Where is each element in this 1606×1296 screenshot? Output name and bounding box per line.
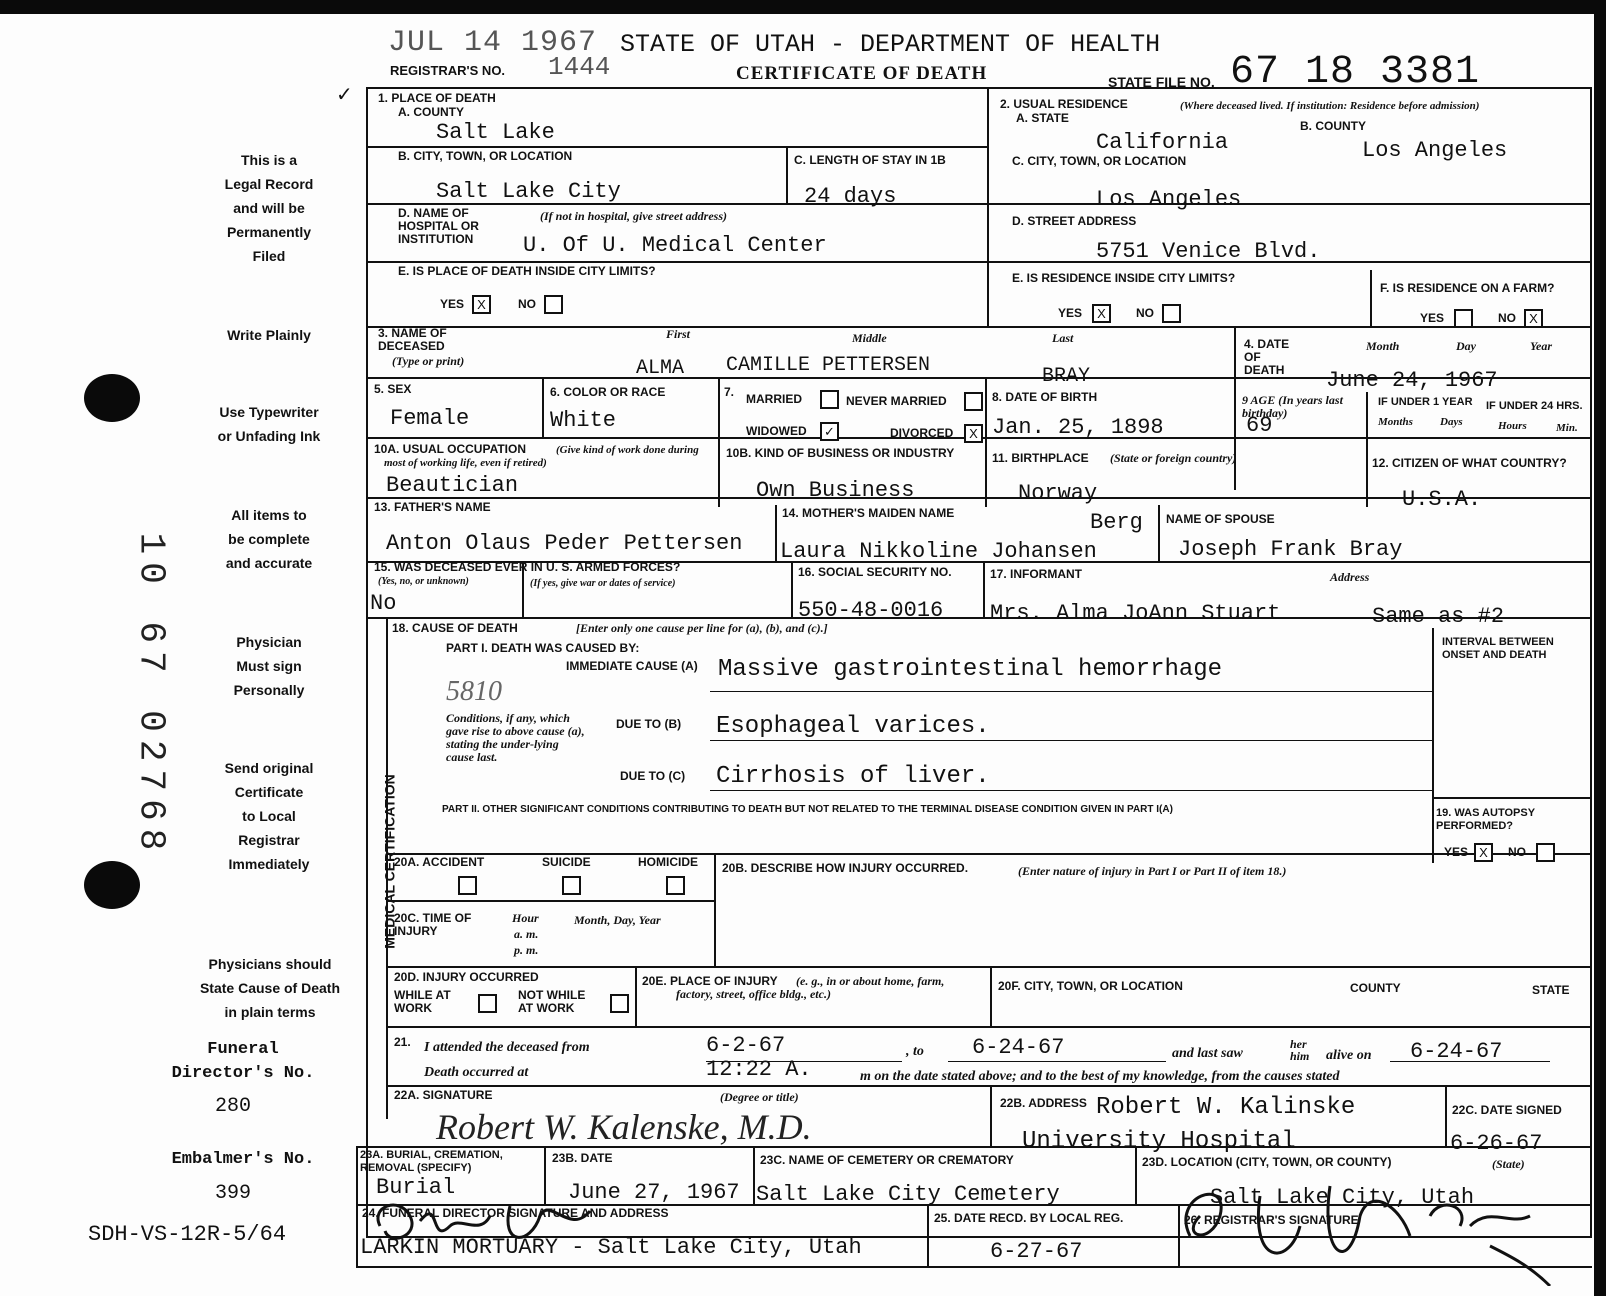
form-number: SDH-VS-12R-5/64 (88, 1222, 287, 1247)
funeral-director-value: LARKIN MORTUARY - Salt Lake City, Utah (360, 1235, 862, 1260)
citizen-label: 12. CITIZEN OF WHAT COUNTRY? (1372, 456, 1567, 470)
middle-name: CAMILLE PETTERSEN (726, 354, 931, 377)
ssn-label: 16. SOCIAL SECURITY NO. (798, 565, 952, 579)
burial-label: 23A. BURIAL, CREMATION, REMOVAL (SPECIFY) (360, 1149, 503, 1174)
place-of-injury-label: 20E. PLACE OF INJURY (642, 974, 778, 988)
alive-on-value: 6-24-67 (1410, 1039, 1503, 1064)
cause-code: 5810 (446, 676, 502, 707)
birthplace-label: 11. BIRTHPLACE (992, 451, 1089, 465)
widowed-checkbox[interactable]: ✓ (820, 422, 839, 441)
year-label: Year (1530, 339, 1552, 353)
death-occurred-label: Death occurred at (424, 1065, 529, 1080)
due-to-c-label: DUE TO (C) (620, 769, 686, 783)
autopsy-label: 19. WAS AUTOPSY PERFORMED? (1436, 807, 1535, 832)
burial-date-label: 23B. DATE (552, 1151, 613, 1165)
last-name: BRAY (1042, 365, 1091, 388)
occupation-label: 10A. USUAL OCCUPATION (374, 442, 527, 456)
f1e-no-checkbox[interactable] (544, 295, 563, 314)
state-label: A. STATE (1016, 111, 1069, 125)
signature-label: 22A. SIGNATURE (394, 1088, 493, 1102)
business-label: 10B. KIND OF BUSINESS OR INDUSTRY (726, 446, 955, 460)
physician-address-line1: Robert W. Kalinske (1096, 1094, 1356, 1121)
first-name: ALMA (636, 357, 685, 380)
informant-label: 17. INFORMANT (990, 567, 1083, 581)
registrar-number-label: REGISTRAR'S NO. (390, 63, 506, 78)
birthplace-value: Norway (1018, 481, 1098, 506)
county-value: Salt Lake (436, 120, 555, 145)
registrar-signature-scribble (1170, 1176, 1570, 1286)
never-married-label: NEVER MARRIED (846, 394, 947, 408)
hour-label: Hour (512, 911, 539, 925)
complete-note: All items to be complete and accurate (225, 507, 313, 571)
never-married-checkbox[interactable] (964, 392, 983, 411)
funeral-director-label: Funeral Director's No. (171, 1040, 315, 1083)
homicide-label: HOMICIDE (638, 855, 698, 869)
due-to-b-label: DUE TO (B) (616, 717, 682, 731)
first-label: First (666, 327, 691, 341)
cause-c-value: Cirrhosis of liver. (716, 763, 990, 790)
while-at-work-checkbox[interactable] (478, 994, 497, 1013)
occupation-value: Beautician (386, 473, 519, 498)
accident-checkbox[interactable] (458, 876, 477, 895)
date-of-death-label: 4. DATE OF DEATH (1244, 337, 1290, 377)
write-plainly-note: Write Plainly (227, 327, 311, 343)
mother-maiden-annotation: Berg (1090, 510, 1143, 535)
her-him-label: her him (1290, 1037, 1310, 1063)
married-checkbox[interactable] (820, 390, 839, 409)
date-of-birth-value: Jan. 25, 1898 (992, 415, 1164, 440)
date-of-death-value: June 24, 1967 (1326, 368, 1498, 393)
not-while-at-work-label: NOT WHILE AT WORK (518, 988, 586, 1015)
death-time-value: 12:22 A. (706, 1057, 812, 1082)
autopsy-no-checkbox[interactable] (1536, 843, 1555, 862)
location-value: Salt Lake City, Utah (1210, 1185, 1475, 1210)
state-value: California (1096, 130, 1229, 155)
last-saw-label: and last saw (1172, 1046, 1243, 1061)
length-of-stay-value: 24 days (804, 184, 897, 209)
citizen-value: U.S.A. (1402, 487, 1482, 512)
residence-county-value: Los Angeles (1362, 138, 1508, 163)
state-paren-label: (State) (1492, 1157, 1525, 1171)
mdy-label: Month, Day, Year (574, 913, 661, 927)
accident-label: 20A. ACCIDENT (394, 855, 485, 869)
usual-residence-label: 2. USUAL RESIDENCE (1000, 97, 1128, 111)
birthplace-note: (State or foreign country) (1110, 451, 1237, 465)
street-address-label: D. STREET ADDRESS (1012, 214, 1137, 228)
physician-address-line2: University Hospital (1022, 1128, 1296, 1155)
widowed-label: WIDOWED (746, 424, 807, 438)
date-received-value: 6-27-67 (990, 1239, 1083, 1264)
agency-heading: STATE OF UTAH - DEPARTMENT OF HEALTH (620, 30, 1161, 59)
suicide-label: SUICIDE (542, 855, 591, 869)
spouse-value: Joseph Frank Bray (1178, 537, 1403, 562)
city-label: B. CITY, TOWN, OR LOCATION (398, 149, 573, 163)
occupation-note: (Give kind of work done during most of working life, even if retired) (384, 444, 699, 469)
residence-city-value: Los Angeles (1096, 187, 1242, 212)
date-signed-label: 22C. DATE SIGNED (1452, 1103, 1562, 1117)
married-label: MARRIED (746, 392, 802, 406)
cause-b-value: Esophageal varices. (716, 713, 990, 740)
send-original-note: Send original Certificate to Local Registrar Immediately (224, 760, 314, 872)
injury-description-label: 20B. DESCRIBE HOW INJURY OCCURRED. (722, 861, 969, 875)
county-label: A. COUNTY (398, 105, 464, 119)
city-value: Salt Lake City (436, 179, 621, 204)
attended-label: I attended the deceased from (424, 1040, 590, 1055)
date-signed-value: 6-26-67 (1450, 1131, 1543, 1156)
time-of-injury-label: 20C. TIME OF INJURY (394, 911, 472, 938)
certificate-title: CERTIFICATE OF DEATH (736, 63, 988, 84)
homicide-checkbox[interactable] (666, 876, 685, 895)
middle-label: Middle (852, 331, 887, 345)
death-time-statement: m on the date stated above; and to the best of my knowledge, from the causes stated (860, 1069, 1340, 1084)
injury-city-label: 20F. CITY, TOWN, OR LOCATION (998, 979, 1183, 993)
injury-state-label: STATE (1532, 983, 1570, 997)
physician-sign-note: Physician Must sign Personally (233, 634, 305, 698)
right-black-edge (1594, 0, 1606, 1296)
embalmer-number: 399 (214, 1182, 251, 1205)
hospital-note: (If not in hospital, give street address) (540, 209, 728, 223)
hospital-value: U. Of U. Medical Center (523, 233, 827, 258)
father-name-label: 13. FATHER'S NAME (374, 500, 491, 514)
state-file-label: STATE FILE NO. (1108, 74, 1215, 90)
place-of-injury-note: (e. g., in or about home, farm, factory, street, office bldg., etc.) (676, 974, 945, 1001)
injury-description-note: (Enter nature of injury in Part I or Part II of item 18.) (1018, 864, 1287, 878)
residence-city-label: C. CITY, TOWN, OR LOCATION (1012, 154, 1187, 168)
embalmer-label: Embalmer's No. (171, 1150, 315, 1169)
vertical-control-number: 10 67 02768 (130, 532, 172, 859)
race-label: 6. COLOR OR RACE (550, 385, 666, 399)
state-file-number: 67 18 3381 (1230, 50, 1481, 95)
minutes-label: Min. (1556, 422, 1578, 434)
conditions-note: Conditions, if any, which gave rise to above cause (a), stating the under-lying cause last. (446, 711, 585, 764)
farm-label: F. IS RESIDENCE ON A FARM? (1380, 281, 1555, 295)
part1-label: PART I. DEATH WAS CAUSED BY: (446, 641, 640, 655)
injury-county-label: COUNTY (1350, 981, 1401, 995)
last-label: Last (1052, 331, 1074, 345)
check-mark: ✓ (336, 84, 353, 106)
funeral-director-signature-scribble (360, 1186, 620, 1266)
not-while-at-work-checkbox[interactable] (610, 994, 629, 1013)
date-of-birth-label: 8. DATE OF BIRTH (992, 390, 1098, 404)
medical-certification-label: MEDICAL CERTIFICATION (381, 774, 398, 949)
residence-county-label: B. COUNTY (1300, 119, 1366, 133)
top-black-edge (0, 0, 1606, 14)
while-at-work-label: WHILE AT WORK (394, 988, 451, 1015)
f2f-yes-label: YES (1420, 311, 1445, 325)
age-value: 69 (1246, 413, 1273, 438)
received-date-stamp: JUL 14 1967 (388, 26, 598, 60)
location-label: 23D. LOCATION (CITY, TOWN, OR COUNTY) (1142, 1155, 1392, 1169)
immediate-cause-label: IMMEDIATE CAUSE (A) (566, 659, 698, 673)
armed-forces-note: (Yes, no, or unknown) (378, 576, 469, 587)
autopsy-yes-checkbox[interactable]: X (1474, 843, 1493, 862)
sex-value: Female (390, 406, 470, 431)
hours-label: Hours (1498, 420, 1527, 432)
date-received-label: 25. DATE RECD. BY LOCAL REG. (934, 1211, 1124, 1225)
typewriter-note: Use Typewriter or Unfading Ink (217, 404, 321, 444)
attended-from-value: 6-2-67 (706, 1033, 786, 1058)
day-label: Day (1456, 339, 1476, 353)
no-label: NO (518, 297, 536, 311)
f2e-yes-label: YES (1058, 306, 1083, 320)
f2f-no-checkbox[interactable]: X (1524, 309, 1543, 328)
attended-to-label: , to (906, 1044, 924, 1059)
autopsy-no-label: NO (1508, 845, 1526, 859)
cemetery-label: 23C. NAME OF CEMETERY OR CREMATORY (760, 1153, 1014, 1167)
armed-forces-note-2: (If yes, give war or dates of service) (530, 578, 676, 589)
hospital-label: D. NAME OF HOSPITAL OR INSTITUTION (398, 206, 479, 246)
physician-signature: Robert W. Kalenske, M.D. (436, 1107, 812, 1147)
part2-label: PART II. OTHER SIGNIFICANT CONDITIONS CONTRIBUTING TO DEATH BUT NOT RELATED TO THE TERMINAL DISEASE CONDITION GIVEN IN PART I(A) (442, 804, 1173, 815)
f2e-no-label: NO (1136, 306, 1154, 320)
address-label: Address (1330, 570, 1370, 584)
length-of-stay-label: C. LENGTH OF STAY IN 1B (794, 153, 946, 167)
burial-value: Burial (376, 1175, 456, 1200)
informant-address-value: Same as #2 (1372, 604, 1505, 629)
marital-label: 7. (724, 385, 735, 399)
business-value: Own Business (756, 478, 915, 503)
months-label: Months (1378, 416, 1413, 428)
father-name-value: Anton Olaus Peder Pettersen (386, 531, 743, 556)
f2e-no-checkbox[interactable] (1162, 304, 1181, 323)
alive-on-label: alive on (1326, 1048, 1372, 1063)
cause-of-death-note: [Enter only one cause per line for (a), (b), and (c).] (576, 621, 828, 635)
month-label: Month (1366, 339, 1400, 353)
type-or-print-note: (Type or print) (392, 354, 465, 368)
autopsy-yes-label: YES (1444, 845, 1469, 859)
registrar-number: 1444 (548, 52, 611, 82)
injury-occurred-label: 20D. INJURY OCCURRED (394, 970, 539, 984)
sex-label: 5. SEX (374, 382, 412, 396)
name-of-deceased-label: 3. NAME OF DECEASED (378, 326, 447, 353)
f2f-yes-checkbox[interactable] (1454, 309, 1473, 328)
interval-label: INTERVAL BETWEEN ONSET AND DEATH (1442, 636, 1554, 661)
legal-record-note: This is a Legal Record and will be Permanently Filed (224, 152, 314, 264)
usual-residence-note: (Where deceased lived. If institution: Residence before admission) (1180, 100, 1480, 112)
ssn-value: 550-48-0016 (798, 598, 944, 623)
funeral-director-number: 280 (214, 1095, 251, 1118)
age-label: 9 AGE (In years last birthday) (1242, 393, 1343, 420)
punch-hole-top (84, 374, 140, 422)
f1e-yes-checkbox[interactable]: X (472, 295, 491, 314)
under-1-year-label: IF UNDER 1 YEAR (1378, 396, 1473, 408)
cemetery-value: Salt Lake City Cemetery (756, 1182, 1060, 1207)
degree-label: (Degree or title) (720, 1090, 799, 1104)
place-of-death-label: 1. PLACE OF DEATH (378, 91, 496, 105)
race-value: White (550, 408, 617, 433)
cause-a-value: Massive gastrointestinal hemorrhage (718, 656, 1223, 683)
attended-to-value: 6-24-67 (972, 1035, 1065, 1060)
f2e-yes-checkbox[interactable]: X (1092, 304, 1111, 323)
burial-date-value: June 27, 1967 (568, 1180, 740, 1205)
spouse-label: NAME OF SPOUSE (1166, 512, 1275, 526)
punch-hole-bottom (84, 861, 140, 909)
days-label: Days (1440, 416, 1463, 428)
informant-value: Mrs. Alma JoAnn Stuart (990, 601, 1281, 626)
under-24-hours-label: IF UNDER 24 HRS. (1486, 400, 1583, 412)
street-address-value: 5751 Venice Blvd. (1096, 239, 1321, 264)
armed-forces-value: No (370, 591, 397, 616)
mother-name-value: Laura Nikkoline Johansen (780, 539, 1097, 564)
pm-label: p. m. (514, 943, 539, 957)
yes-label: YES (440, 297, 465, 311)
suicide-checkbox[interactable] (562, 876, 581, 895)
cause-of-death-label: 18. CAUSE OF DEATH (392, 621, 518, 635)
armed-forces-label: 15. WAS DECEASED EVER IN U. S. ARMED FORCES? (374, 560, 681, 574)
f2f-no-label: NO (1498, 311, 1516, 325)
am-label: a. m. (514, 927, 539, 941)
divorced-label: DIVORCED (890, 426, 954, 440)
residence-city-limits-label: E. IS RESIDENCE INSIDE CITY LIMITS? (1012, 271, 1236, 285)
cause-plain-note: Physicians should State Cause of Death in plain terms (199, 956, 341, 1020)
registrar-signature-label: 26. REGISTRAR'S SIGNATURE (1184, 1213, 1359, 1227)
funeral-director-signature-label: 24. FUNERAL DIRECTOR SIGNATURE AND ADDRESS (362, 1206, 669, 1220)
mother-name-label: 14. MOTHER'S MAIDEN NAME (782, 506, 955, 520)
inside-city-limits-label: E. IS PLACE OF DEATH INSIDE CITY LIMITS? (398, 264, 656, 278)
divorced-checkbox[interactable]: X (964, 424, 983, 443)
attended-number: 21. (394, 1035, 411, 1049)
physician-address-label: 22B. ADDRESS (1000, 1096, 1087, 1110)
